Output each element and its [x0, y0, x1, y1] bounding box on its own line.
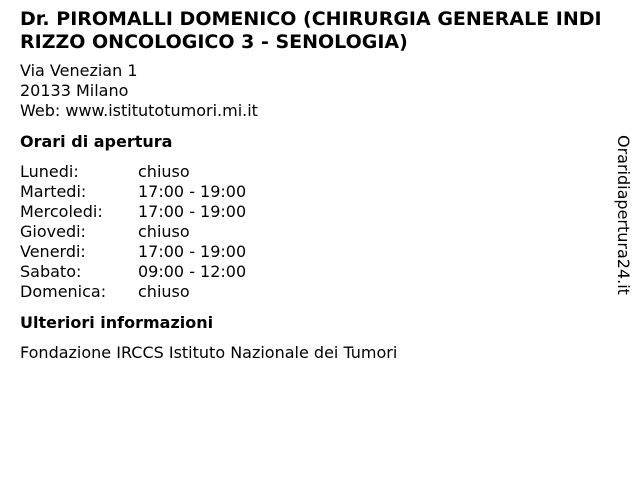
opening-hours-heading: Orari di apertura	[20, 132, 173, 151]
day-label: Lunedi:	[20, 162, 79, 181]
street-address: Via Venezian 1	[20, 61, 138, 80]
listing-content	[20, 8, 610, 363]
website-line: Web: www.istitutotumori.mi.it	[20, 101, 258, 120]
opening-hours-table	[20, 162, 610, 302]
hours-row	[20, 182, 610, 202]
further-info-heading: Ulteriori informazioni	[20, 313, 214, 332]
hours-row	[20, 202, 610, 222]
hours-row	[20, 242, 610, 262]
hours-row	[20, 162, 610, 182]
site-watermark: Oraridiapertura24.it	[614, 135, 633, 295]
day-label: Mercoledi:	[20, 202, 103, 221]
hours-value: chiuso	[138, 282, 190, 301]
address-block	[20, 61, 610, 121]
day-label: Martedi:	[20, 182, 87, 201]
hours-row	[20, 222, 610, 242]
hours-row	[20, 262, 610, 282]
hours-value: 17:00 - 19:00	[138, 182, 247, 201]
day-label: Venerdi:	[20, 242, 86, 261]
page-title: Dr. PIROMALLI DOMENICO (CHIRURGIA GENERALE INDIRIZZO ONCOLOGICO 3 - SENOLOGIA)	[20, 8, 602, 53]
hours-value: chiuso	[138, 162, 190, 181]
day-label: Sabato:	[20, 262, 82, 281]
day-label: Domenica:	[20, 282, 107, 301]
hours-value: 09:00 - 12:00	[138, 262, 247, 281]
city-address: 20133 Milano	[20, 81, 129, 100]
hours-row	[20, 282, 610, 302]
further-info-text: Fondazione IRCCS Istituto Nazionale dei Tumori	[20, 343, 398, 362]
day-label: Giovedi:	[20, 222, 86, 241]
hours-value: 17:00 - 19:00	[138, 242, 247, 261]
hours-value: chiuso	[138, 222, 190, 241]
hours-value: 17:00 - 19:00	[138, 202, 247, 221]
